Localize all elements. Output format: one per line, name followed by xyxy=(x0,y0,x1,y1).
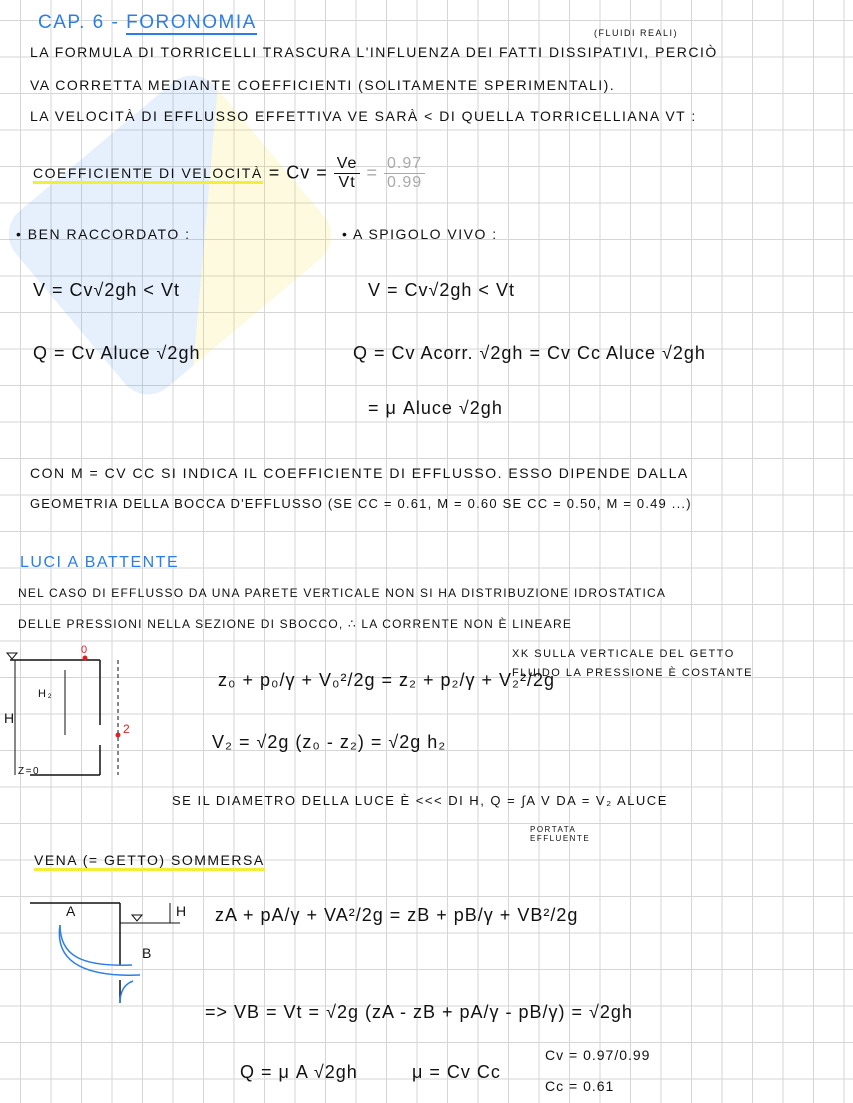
portata-label: PORTATA EFFLUENTE xyxy=(530,825,591,843)
mu-text: CON Μ = CV CC SI INDICA IL COEFFICIENTE DI EFFLUSSO. ESSO DIPENDE DALLA xyxy=(30,465,689,481)
fig-h: H xyxy=(4,710,16,726)
spigolo-flow-mu: = μ Aluce √2gh xyxy=(368,398,503,418)
luci-heading: LUCI A BATTENTE xyxy=(20,554,180,571)
vena-cc: Cc = 0.61 xyxy=(545,1078,615,1094)
luci-text: DELLE PRESSIONI NELLA SEZIONE DI SBOCCO, ∴ LA CORRENTE NON È LINEARE xyxy=(18,617,573,631)
luci-text: NEL CASO DI EFFLUSSO DA UNA PARETE VERTICALE NON SI HA DISTRIBUZIONE IDROSTATICA xyxy=(18,586,667,600)
constant-pressure-note: XK SULLA VERTICALE DEL GETTO xyxy=(512,648,735,660)
mu-text: GEOMETRIA DELLA BOCCA D'EFFLUSSO (SE CC = 0.61, Μ = 0.60 SE CC = 0.50, Μ = 0.49 ...) xyxy=(30,496,692,511)
submerged-jet-diagram xyxy=(20,895,190,1005)
diameter-text: SE IL DIAMETRO DELLA LUCE È <<< DI H, Q = ∫A V DA = V₂ ALUCE xyxy=(172,793,668,808)
vb-formula: => VB = Vt = √2g (zA - zB + pA/γ - pB/γ) = √2gh xyxy=(205,1002,633,1022)
vena-cv: Cv = 0.97/0.99 xyxy=(545,1047,651,1063)
intro-line: LA FORMULA DI TORRICELLI TRASCURA L'INFLUENZA DEI FATTI DISSIPATIVI, PERCIÒ xyxy=(30,44,718,60)
spigolo-heading: • A SPIGOLO VIVO : xyxy=(342,226,498,242)
bernoulli-luci: z₀ + p₀/γ + V₀²/2g = z₂ + p₂/γ + V₂²/2g xyxy=(218,670,556,690)
spigolo-velocity: V = Cv√2gh < Vt xyxy=(368,280,515,300)
intro-line: VA CORRETTA MEDIANTE COEFFICIENTI (SOLITAMENTE SPERIMENTALI). xyxy=(30,77,616,93)
fig-point-0: 0 xyxy=(81,644,89,656)
v2-formula: V₂ = √2g (z₀ - z₂) = √2g h₂ xyxy=(212,732,447,752)
fig-h: H xyxy=(176,903,188,919)
spigolo-flow: Q = Cv Acorr. √2gh = Cv Cc Aluce √2gh xyxy=(353,343,706,363)
velocity-coefficient: COEFFICIENTE DI VELOCITÀ = Cv = $\frac{Ve}{Vt}$ = $\frac{0.97}{0.99}$ xyxy=(33,155,425,192)
ben-flow: Q = Cv Aluce √2gh xyxy=(33,343,201,363)
fig-point-a: A xyxy=(66,903,77,919)
intro-line: LA VELOCITÀ DI EFFLUSSO EFFETTIVA VE SARÀ < DI QUELLA TORRICELLIANA VT : xyxy=(30,108,697,124)
ben-velocity: V = Cv√2gh < Vt xyxy=(33,280,180,300)
vena-mu: μ = Cv Cc xyxy=(412,1062,501,1082)
tank-diagram xyxy=(0,645,140,785)
fig-point-b: B xyxy=(142,945,153,961)
note-real-fluids: (FLUIDI REALI) xyxy=(594,28,679,38)
chapter-title: CAP. 6 - FORONOMIA xyxy=(38,12,257,33)
vena-flow: Q = μ A √2gh xyxy=(240,1062,358,1082)
fig-point-2: 2 xyxy=(123,722,132,736)
bernoulli-vena: zA + pA/γ + VA²/2g = zB + pB/γ + VB²/2g xyxy=(215,905,579,925)
ben-raccordato-heading: • BEN RACCORDATO : xyxy=(16,226,191,242)
fig-z0: Z=0 xyxy=(18,766,41,777)
vena-heading: VENA (= GETTO) SOMMERSA xyxy=(34,852,265,868)
constant-pressure-note: FLUIDO LA PRESSIONE È COSTANTE xyxy=(512,667,754,679)
fig-h2: H₂ xyxy=(38,688,54,700)
